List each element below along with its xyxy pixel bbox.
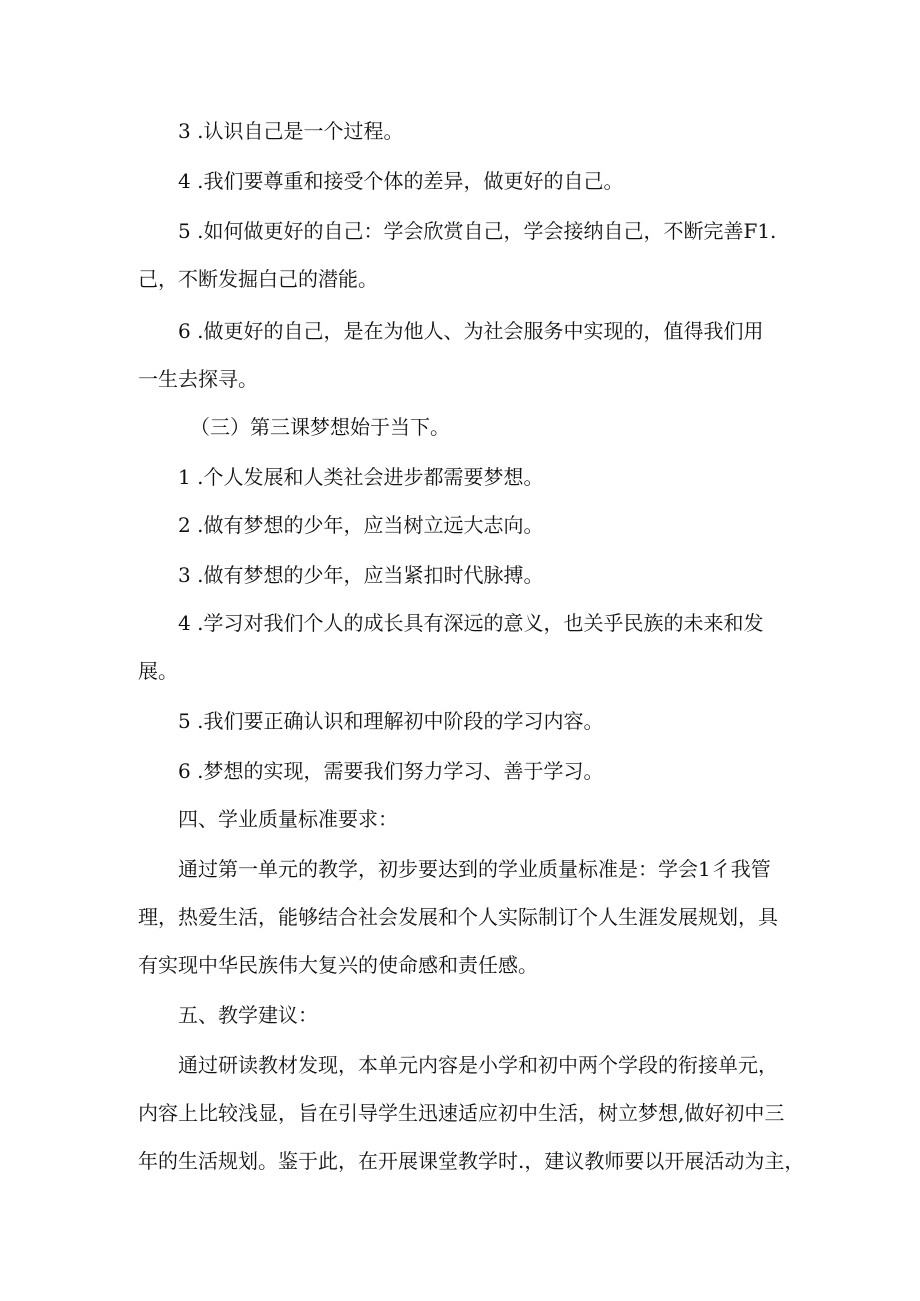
text-line: 内容上比较浅显，旨在引导学生迅速适应初中生活，树立梦想,做好初中三 xyxy=(138,1101,785,1125)
section-heading: 四、学业质量标准要求： xyxy=(178,807,398,831)
text-line: 展。 xyxy=(138,659,178,683)
text-line: 2 .做有梦想的少年，应当树立远大志向。 xyxy=(178,513,544,537)
text-line: 3 .做有梦想的少年，应当紧扣时代脉搏。 xyxy=(178,563,544,587)
text-line: 1 .个人发展和人类社会进步都需要梦想。 xyxy=(178,465,544,489)
text-line: 6 .做更好的自己，是在为他人、为社会服务中实现的，值得我们用 xyxy=(178,319,764,343)
text-line: 6 .梦想的实现，需要我们努力学习、善于学习。 xyxy=(178,759,604,783)
text-line: 有实现中华民族伟大复兴的使命感和责任感。 xyxy=(138,953,538,977)
text-line: 通过研读教材发现，本单元内容是小学和初中两个学段的衔接单元， xyxy=(178,1053,778,1077)
text-line: 4 .我们要尊重和接受个体的差异，做更好的自己。 xyxy=(178,169,624,193)
text-line: 5 .我们要正确认识和理解初中阶段的学习内容。 xyxy=(178,709,604,733)
section-heading: 五、教学建议： xyxy=(178,1003,318,1027)
text-line: 5 .如何做更好的自己：学会欣赏自己，学会接纳自己，不断完善F1. xyxy=(178,219,777,243)
text-line: 年的生活规划。鉴于此，在开展课堂教学时.，建议教师要以开展活动为主， xyxy=(138,1149,805,1173)
section-heading: （三）第三课梦想始于当下。 xyxy=(190,415,450,439)
text-line: 理，热爱生活，能够结合社会发展和个人实际制订个人生涯发展规划，具 xyxy=(138,905,778,929)
text-line: 4 .学习对我们个人的成长具有深远的意义，也关乎民族的未来和发 xyxy=(178,611,764,635)
text-line: 一生去探寻。 xyxy=(138,367,258,391)
text-line: 通过第一单元的教学，初步要达到的学业质量标准是：学会1彳我管 xyxy=(178,857,771,881)
text-line: 己，不断发掘白己的潜能。 xyxy=(138,267,378,291)
text-line: 3 .认识自己是一个过程。 xyxy=(178,119,404,143)
